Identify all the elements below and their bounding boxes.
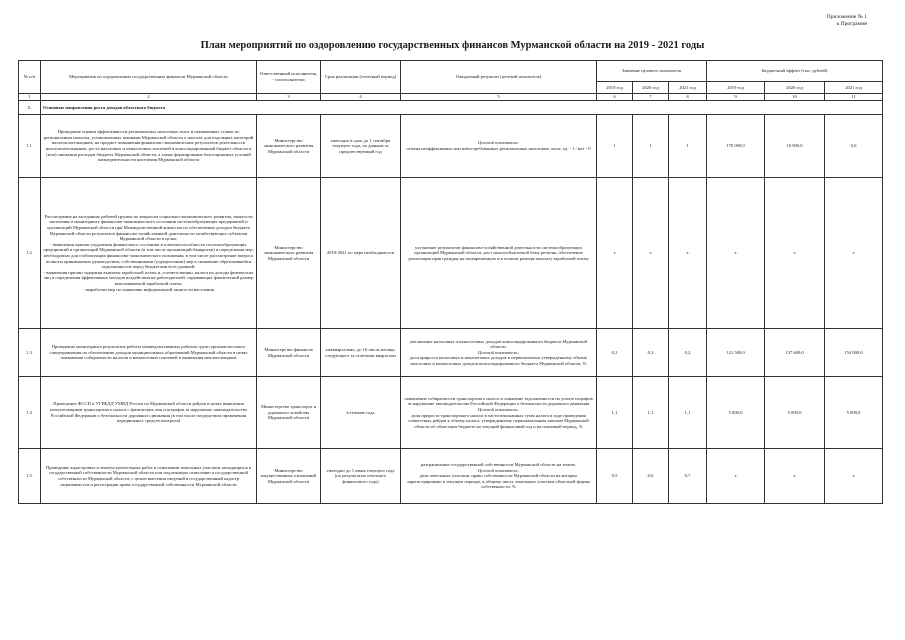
- result-text: доля прироста налоговых и неналоговых доходов к первоначально утвержденному объему налоговых и неналоговых доходов консолидированного бюджета Мурманской области, %: [409, 355, 588, 366]
- row-term: ежегодно в срок до 1 сентября текущего года, по данным за предшествующий год: [321, 115, 401, 178]
- table-row: [19, 329, 883, 377]
- result-pre: разграничение государственной собственности Мурманской области на землю.: [420, 462, 577, 468]
- page-title: План мероприятий по оздоровлению государственных финансов Мурманской области на 2019 - 2021 годы: [200, 40, 705, 51]
- header-t2021: 2021 год: [669, 82, 707, 94]
- row-measure: Проведение кадастровых и землеустроительных работ в отношении земельных участков, находящихся в государственной собственности Мурманской области или подлежащих отнесению к государственной собственности Мурманской области, с целью внесения сведений в государственный кадастр недвижимости и регистрации права государственной собственности Мурманской области: [41, 449, 257, 504]
- measure-item: - выработки мер по снижению неформальной занятости населения: [83, 286, 214, 292]
- budget-2020: 10 000,0: [765, 115, 825, 178]
- budget-2021: 5 000,0: [825, 377, 883, 449]
- target-2021: 0,2: [669, 329, 707, 377]
- measure-intro: Рассмотрение на заседаниях рабочей группы по вопросам социально-экономического развития, занятости населения и мониторингу финансово-экономического состояния системообразующих предприятий и организаций Мурманской области при Межведомственной комиссии по обеспечению доходов бюджета Мурманской области результатов финансово-хозяйственной деятельности хозяйствующих субъектов Мурманской области в целях:: [44, 213, 253, 242]
- budget-2019: 5 000,0: [707, 377, 765, 449]
- target-2019: 1,1: [597, 377, 633, 449]
- budget-2019: 121 500,0: [707, 329, 765, 377]
- budget-2020: 5 000,0: [765, 377, 825, 449]
- row-num: 1.5.: [19, 449, 41, 504]
- table-row: [19, 178, 883, 329]
- row-num: 1.3.: [19, 329, 41, 377]
- header-num: № п/п: [19, 61, 41, 94]
- section-num: 1.: [19, 101, 41, 115]
- measure-item: - выявления причин ухудшения финансового состояния и платежеспособности системообразующих предприятий и организаций Мурманской области (в том числе организаций-банкротов) и определения мер, необходимых для стабилизации финансово-экономического положения, в том числе рассмотрение вопроса полноты принимаемых руководством, собственниками (учредителями) мер к снижению образовавшейся задолженности перед бюджетами всех уровней;: [43, 241, 254, 270]
- appendix-line-2: к Программе: [836, 21, 867, 27]
- row-executor: Министерство экономического развития Мурманской области: [257, 115, 321, 178]
- row-result: улучшение результатов финансово-хозяйственной деятельности системообразующих организаций Мурманской области, рост налогооблагаемой базы региона, обеспечение реализации прав граждан на своевременную и в полном размере выплату заработной платы: [401, 178, 597, 329]
- target-2020: x: [633, 178, 669, 329]
- target-2019: x: [597, 178, 633, 329]
- result-text: доля прироста транспортного налога в части взысканных сумм налога в ходе проведения совместных рейдов к объему налога, утвержденному первоначальным законом Мурманской области об областном бюджете на текущий финансовый год и на плановый период, %: [408, 412, 589, 429]
- header-budget-effect: Бюджетный эффект (тыс. рублей): [707, 61, 883, 82]
- row-num: 1.4.: [19, 377, 41, 449]
- row-measure: [41, 178, 257, 329]
- col-number: 9: [707, 94, 765, 101]
- target-2020: 1: [633, 115, 669, 178]
- budget-2019: x: [707, 178, 765, 329]
- header-term: Срок реализации (отчетный период): [321, 61, 401, 94]
- target-2021: 1: [669, 115, 707, 178]
- row-result: [401, 449, 597, 504]
- appendix-line-1: Приложение № 1: [826, 14, 867, 20]
- row-executor: Министерство экономического развития Мурманской области: [257, 178, 321, 329]
- row-num: 1.1.: [19, 115, 41, 178]
- col-number: 11: [825, 94, 883, 101]
- result-text: доля земельных участков, право собственности Мурманской области на которые зарегистрировано в текущем периоде, к общему числу земельных участков областной формы собственности, %: [406, 473, 591, 490]
- col-number: 5: [401, 94, 597, 101]
- budget-2021: 0,0: [825, 115, 883, 178]
- row-executor: Министерство финансов Мурманской области: [257, 329, 321, 377]
- measure-item: - выявления причин задержки выплаты заработной платы и, соответственно, налога на доходы физических лиц и определения эффективных методов воздействия на работодателей, скрывающих фактический размер выплачиваемой заработной платы;: [43, 269, 254, 286]
- section-title: Основные направления роста доходов областного бюджета: [41, 101, 883, 115]
- col-number: 2: [41, 94, 257, 101]
- budget-2021: 154 000,0: [825, 329, 883, 377]
- target-2021: x: [669, 178, 707, 329]
- budget-2021: x: [825, 449, 883, 504]
- header-target-value: Значение целевого показателя: [597, 61, 707, 82]
- column-number-row: [19, 94, 883, 101]
- result-head: Целевой показатель:: [478, 349, 519, 355]
- budget-2021: x: [825, 178, 883, 329]
- target-2019: 0,2: [597, 329, 633, 377]
- budget-2019: x: [707, 449, 765, 504]
- row-term: 2019-2021 по мере необходимости: [321, 178, 401, 329]
- target-2020: 0,6: [633, 449, 669, 504]
- col-number: 4: [321, 94, 401, 101]
- header-row-1: [19, 61, 883, 82]
- header-b2020: 2020 год: [765, 82, 825, 94]
- target-2021: 0,7: [669, 449, 707, 504]
- result-text: отмена неэффективных или невостребованных региональных налоговых льгот, ед. - 1 / нет - 0: [406, 146, 591, 151]
- header-result: Ожидаемый результат (целевой показатель): [401, 61, 597, 94]
- plan-table: [18, 60, 883, 504]
- row-term: ежеквартально, до 10 числа месяца, следующего за отчетным кварталом: [321, 329, 401, 377]
- target-2020: 1,1: [633, 377, 669, 449]
- target-2020: 0,2: [633, 329, 669, 377]
- header-t2020: 2020 год: [633, 82, 669, 94]
- row-measure: Проведение оценки эффективности региональных налоговых льгот и пониженных ставок по региональным налогам, установленных законами Мурманской области о налогах для отдельных категорий налогоплательщиков, на предмет повышения финансово-экономических результатов деятельности налогоплательщиков, роста налоговых и неналоговых платежей в консолидированный бюджет области и (или) снижения расходов бюджета Мурманской области, а также формирования благоприятных условий жизнедеятельности населения Мурманской области: [41, 115, 257, 178]
- row-result: [401, 115, 597, 178]
- row-num: 1.2.: [19, 178, 41, 329]
- header-t2019: 2019 год: [597, 82, 633, 94]
- target-2021: 1,1: [669, 377, 707, 449]
- result-head: Целевой показатель:: [478, 467, 519, 473]
- header-b2021: 2021 год: [825, 82, 883, 94]
- row-executor: Министерство транспорта и дорожного хозяйства Мурманской области: [257, 377, 321, 449]
- budget-2020: x: [765, 178, 825, 329]
- col-number: 6: [597, 94, 633, 101]
- col-number: 7: [633, 94, 669, 101]
- result-pre: повышение собираемости транспортного налога и снижение задолженности по уплате штрафов за нарушение законодательства Российской Федерации о безопасности дорожного движения: [404, 395, 593, 407]
- col-number: 3: [257, 94, 321, 101]
- row-result: [401, 377, 597, 449]
- budget-2020: x: [765, 449, 825, 504]
- row-measure: Проведение ФССП и УГИБДД УМВД России по Мурманской области рейдов в целях выявления неплательщиков транспортного налога с физических лиц и штрафов за нарушение законодательства Российской Федерации о безопасности дорожного движения (в том числе посредством применения передвижных средств контроля): [41, 377, 257, 449]
- row-executor: Министерство имущественных отношений Мурманской области: [257, 449, 321, 504]
- result-head: Целевой показатель:: [478, 406, 519, 412]
- appendix-note: [827, 14, 867, 28]
- result-head: Целевой показатель:: [478, 140, 519, 146]
- header-b2019: 2019 год: [707, 82, 765, 94]
- table-row: [19, 115, 883, 178]
- col-number: 8: [669, 94, 707, 101]
- col-number: 10: [765, 94, 825, 101]
- row-result: [401, 329, 597, 377]
- row-term: ежегодно до 1 июня текущего года (по результатам отчетного финансового года): [321, 449, 401, 504]
- section-row: [19, 101, 883, 115]
- target-2019: 0,5: [597, 449, 633, 504]
- header-executor: Ответственный исполнитель, - соисполнители: [257, 61, 321, 94]
- budget-2020: 137 600,0: [765, 329, 825, 377]
- row-measure: Проведение мониторинга результатов работы межведомственных рабочих групп органов местного самоуправления по обеспечению доходов муниципальных образований Мурманской области в целях повышения собираемости налогов и неналоговых платежей и выявления неплательщиков: [41, 329, 257, 377]
- row-term: в течение года: [321, 377, 401, 449]
- table-row: [19, 449, 883, 504]
- header-measure: Мероприятия по оздоровлению государственных финансов Мурманской области: [41, 61, 257, 94]
- result-pre: увеличение налоговых и неналоговых доходов консолидированного бюджета Мурманской области.: [409, 338, 587, 350]
- table-row: [19, 377, 883, 449]
- col-number: 1: [19, 94, 41, 101]
- budget-2019: 170 000,0: [707, 115, 765, 178]
- target-2019: 1: [597, 115, 633, 178]
